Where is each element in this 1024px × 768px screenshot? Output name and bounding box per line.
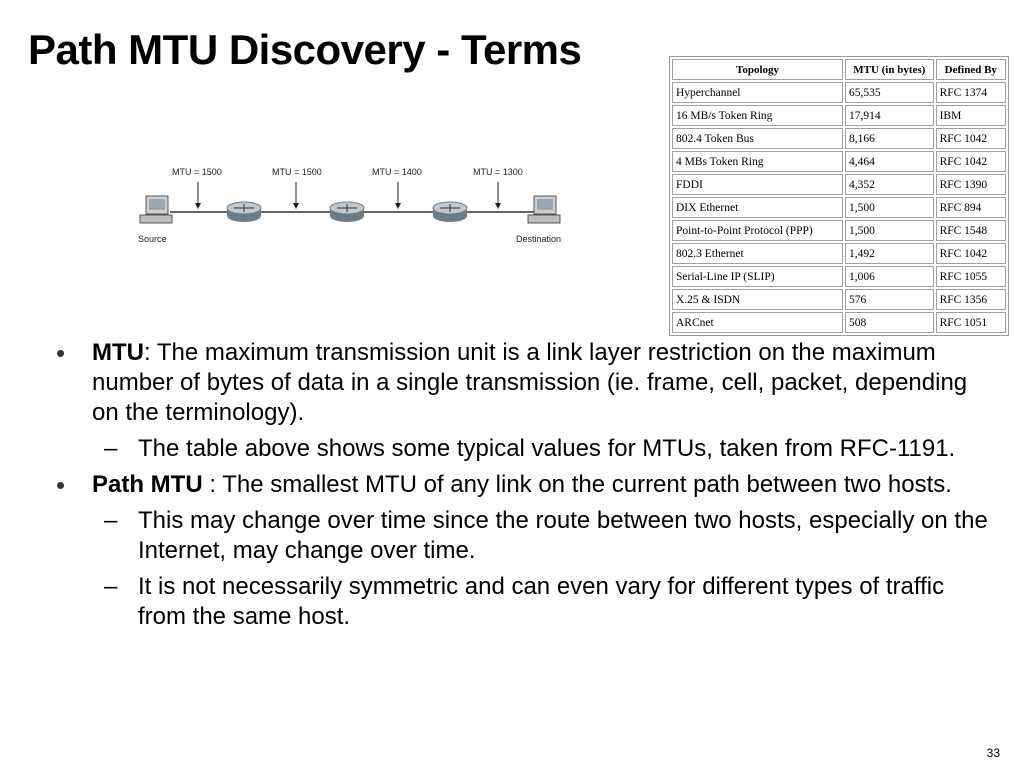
bullet-text: : The smallest MTU of any link on the current path between two hosts. <box>202 471 952 498</box>
page-title: Path MTU Discovery - Terms <box>28 26 582 73</box>
source-label: Source <box>138 234 167 244</box>
table-cell: Point-to-Point Protocol (PPP) <box>672 220 843 241</box>
bullet-item <box>56 338 991 428</box>
table-cell: 65,535 <box>845 82 934 103</box>
bullet-list <box>56 338 991 638</box>
table-cell: 8,166 <box>845 128 934 149</box>
table-header-row <box>672 59 1006 80</box>
table-header: Topology <box>672 59 843 80</box>
mtu-label: MTU = 1500 <box>272 167 322 177</box>
table-cell: 16 MB/s Token Ring <box>672 105 843 126</box>
slide-number: 33 <box>986 746 1000 760</box>
table-cell: 508 <box>845 312 934 333</box>
sub-bullet-text: This may change over time since the route between two hosts, especially on the Internet, may change over time. <box>138 507 988 564</box>
sub-bullet-marker: – <box>104 573 118 600</box>
sub-bullet-text: It is not necessarily symmetric and can even vary for different types of traffic from the same host. <box>138 573 945 630</box>
sub-bullet-marker: – <box>104 507 118 534</box>
mtu-label: MTU = 1300 <box>473 167 523 177</box>
table-cell: RFC 1356 <box>936 289 1006 310</box>
table-cell: ARCnet <box>672 312 843 333</box>
source-computer-icon <box>140 196 172 223</box>
table-row <box>672 289 1006 310</box>
table-row <box>672 220 1006 241</box>
table-cell: RFC 1051 <box>936 312 1006 333</box>
table-cell: 4 MBs Token Ring <box>672 151 843 172</box>
sub-bullet-text: The table above shows some typical values for MTUs, taken from RFC-1191. <box>138 435 956 462</box>
sub-bullet-marker: – <box>104 435 118 462</box>
table-cell: 802.4 Token Bus <box>672 128 843 149</box>
network-path-diagram <box>130 160 580 255</box>
table-row <box>672 151 1006 172</box>
table-cell: RFC 1055 <box>936 266 1006 287</box>
table-header: MTU (in bytes) <box>845 59 934 80</box>
mtu-label: MTU = 1500 <box>172 167 222 177</box>
destination-label: Destination <box>516 234 562 244</box>
table-cell: RFC 894 <box>936 197 1006 218</box>
table-row <box>672 105 1006 126</box>
table-cell: DIX Ethernet <box>672 197 843 218</box>
table-cell: 802.3 Ethernet <box>672 243 843 264</box>
bullet-item <box>56 470 991 500</box>
mtu-table <box>669 56 1009 336</box>
table-cell: RFC 1042 <box>936 128 1006 149</box>
table-cell: 1,006 <box>845 266 934 287</box>
table-row <box>672 197 1006 218</box>
table-cell: RFC 1548 <box>936 220 1006 241</box>
table-cell: RFC 1390 <box>936 174 1006 195</box>
table-cell: 576 <box>845 289 934 310</box>
table-row <box>672 174 1006 195</box>
mtu-label: MTU = 1400 <box>372 167 422 177</box>
router-icon <box>227 202 261 222</box>
router-icon <box>330 202 364 222</box>
table-cell: 1,492 <box>845 243 934 264</box>
table-row <box>672 243 1006 264</box>
router-icon <box>433 202 467 222</box>
bullet-marker: • <box>56 470 66 500</box>
table-header: Defined By <box>936 59 1006 80</box>
bullet-marker: • <box>56 338 66 368</box>
sub-bullet-item <box>56 506 991 566</box>
bullet-term: MTU <box>92 339 144 366</box>
table-row <box>672 312 1006 333</box>
table-cell: X.25 & ISDN <box>672 289 843 310</box>
destination-computer-icon <box>528 196 560 223</box>
table-row <box>672 82 1006 103</box>
sub-bullet-item <box>56 434 991 464</box>
table-cell: 1,500 <box>845 220 934 241</box>
table-cell: FDDI <box>672 174 843 195</box>
table-cell: 17,914 <box>845 105 934 126</box>
table-cell: RFC 1042 <box>936 151 1006 172</box>
table-cell: Hyperchannel <box>672 82 843 103</box>
table-cell: RFC 1374 <box>936 82 1006 103</box>
table-cell: 1,500 <box>845 197 934 218</box>
bullet-term: Path MTU <box>92 471 203 498</box>
table-cell: 4,352 <box>845 174 934 195</box>
table-row <box>672 266 1006 287</box>
table-cell: Serial-Line IP (SLIP) <box>672 266 843 287</box>
sub-bullet-item <box>56 572 991 632</box>
table-cell: IBM <box>936 105 1006 126</box>
table-row <box>672 128 1006 149</box>
bullet-text: : The maximum transmission unit is a link layer restriction on the maximum number of bytes of data in a single transmission (ie. frame, cell, packet, depending on the terminology). <box>92 339 968 426</box>
table-cell: RFC 1042 <box>936 243 1006 264</box>
table-cell: 4,464 <box>845 151 934 172</box>
